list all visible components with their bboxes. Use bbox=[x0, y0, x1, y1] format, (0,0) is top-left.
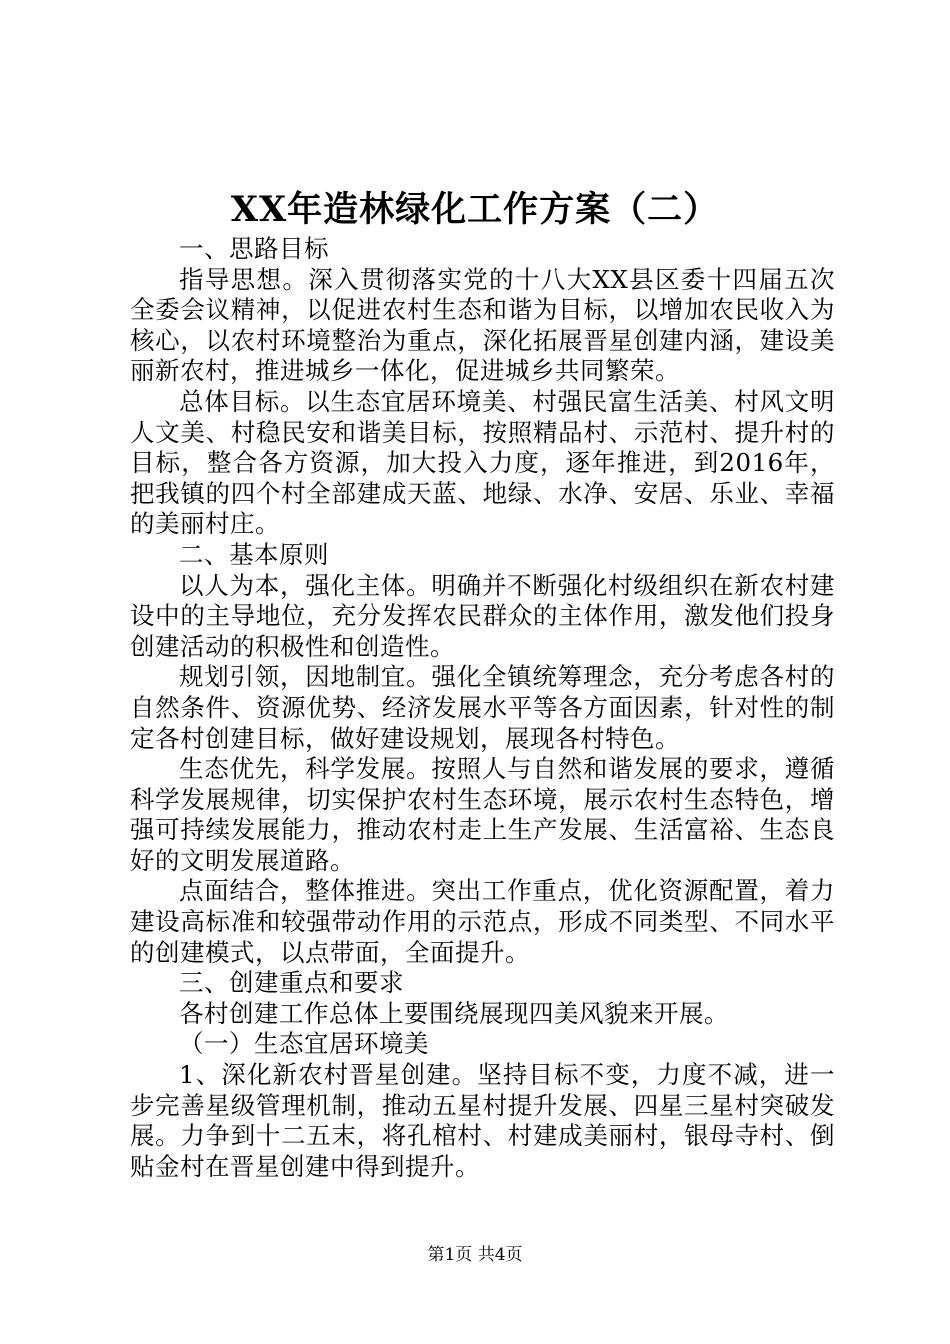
section-heading: 三、创建重点和要求 bbox=[179, 968, 404, 998]
document-body bbox=[130, 234, 835, 1182]
page-footer: 第1页 共4页 bbox=[427, 1245, 523, 1265]
paragraph: 总体目标。以生态宜居环境美、村强民富生活美、村风文明人文美、村稳民安和谐美目标，按照精品村、示范村、提升村的目标，整合各方资源，加大投入力度，逐年推进，到2016年，把我镇的四个村全部建成天蓝、地绿、水净、安居、乐业、幸福的美丽村庄。 bbox=[130, 386, 835, 539]
paragraph: 1、深化新农村晋星创建。坚持目标不变，力度不减，进一步完善星级管理机制，推动五星村提升发展、四星三星村突破发展。力争到十二五末，将孔棺村、村建成美丽村，银母寺村、倒贴金村在晋星创建中得到提升。 bbox=[130, 1060, 835, 1181]
section-heading: 二、基本原则 bbox=[179, 539, 329, 569]
subsection-heading: （一）生态宜居环境美 bbox=[179, 1029, 429, 1059]
document-title: XX年造林绿化工作方案（二） bbox=[230, 189, 720, 230]
paragraph: 点面结合，整体推进。突出工作重点，优化资源配置，着力建设高标准和较强带动作用的示范点，形成不同类型、不同水平的创建模式，以点带面，全面提升。 bbox=[130, 876, 835, 967]
paragraph: 以人为本，强化主体。明确并不断强化村级组织在新农村建设中的主导地位，充分发挥农民群众的主体作用，激发他们投身创建活动的积极性和创造性。 bbox=[130, 570, 835, 661]
section-heading: 一、思路目标 bbox=[179, 234, 329, 263]
paragraph: 指导思想。深入贯彻落实党的十八大XX县区委十四届五次全委会议精神，以促进农村生态和谐为目标，以增加农民收入为核心，以农村环境整治为重点，深化拓展晋星创建内涵，建设美丽新农村，推进城乡一体化，促进城乡共同繁荣。 bbox=[130, 264, 835, 386]
paragraph: 规划引领，因地制宜。强化全镇统筹理念，充分考虑各村的自然条件、资源优势、经济发展水平等各方面因素，针对性的制定各村创建目标，做好建设规划，展现各村特色。 bbox=[130, 662, 835, 753]
paragraph: 各村创建工作总体上要围绕展现四美风貌来开展。 bbox=[179, 998, 729, 1028]
paragraph: 生态优先，科学发展。按照人与自然和谐发展的要求，遵循科学发展规律，切实保护农村生态环境，展示农村生态特色，增强可持续发展能力，推动农村走上生产发展、生活富裕、生态良好的文明发展道路。 bbox=[130, 754, 835, 875]
